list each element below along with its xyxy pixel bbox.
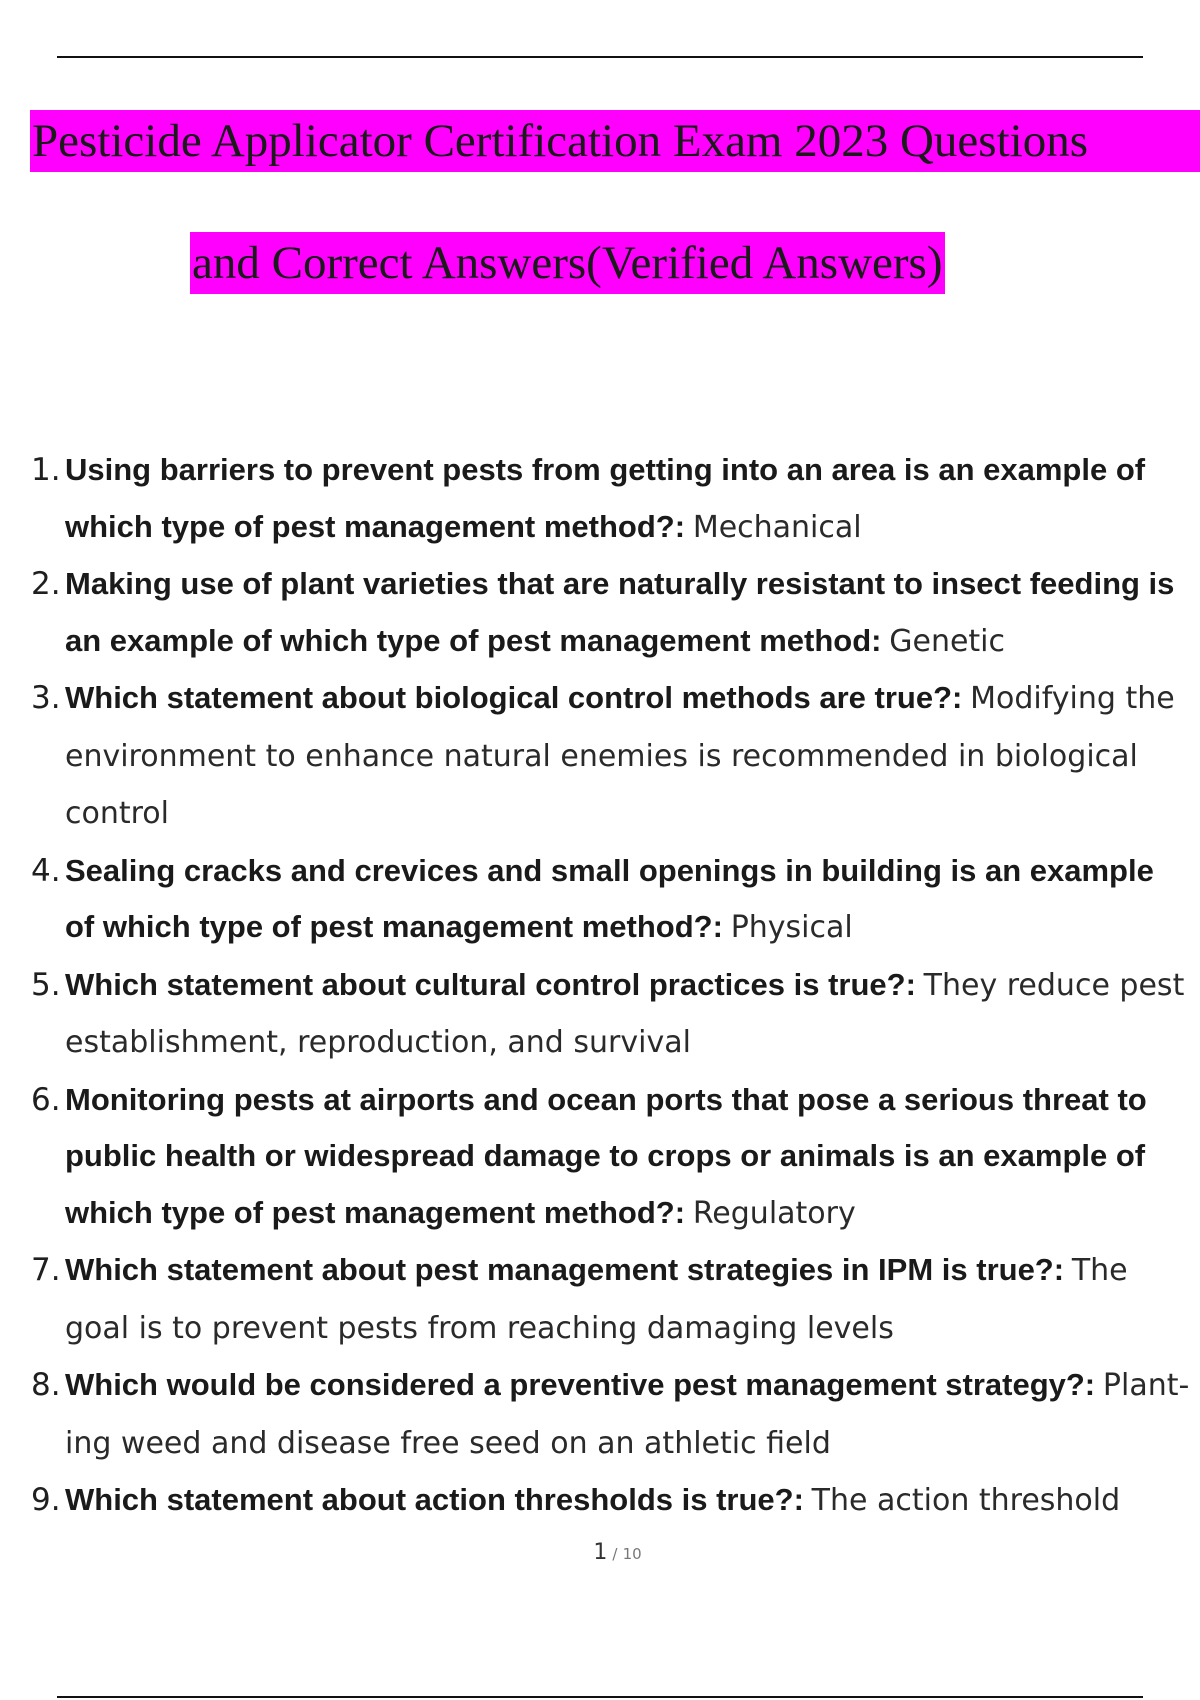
page-indicator [0, 1540, 1200, 1565]
question-number: 3. [31, 680, 61, 716]
question-text: Which statement about action thresholds is true?: [65, 1482, 804, 1517]
page-separator: / [612, 1545, 618, 1563]
question-text: Using barriers to prevent pests from getting into an area is an example of which type of pest management method?: [65, 452, 1146, 544]
question-text: Sealing cracks and crevices and small openings in building is an example of which type of pest management method?: [65, 852, 1154, 944]
question-list [31, 442, 1191, 1530]
question-number: 5. [31, 966, 61, 1003]
title-line-1 [30, 110, 1200, 172]
top-rule [57, 56, 1143, 58]
question-number: 1. [31, 452, 61, 488]
answer-text: The goal is to prevent pests from reaching damaging levels [65, 1253, 1128, 1346]
list-item [31, 1357, 1191, 1472]
question-text: Which statement about biological control methods are true?: [65, 680, 963, 715]
list-item [31, 442, 1191, 556]
question-number: 7. [31, 1252, 61, 1288]
list-item [31, 1072, 1191, 1243]
list-item [31, 556, 1191, 670]
list-item [31, 957, 1191, 1072]
answer-text: Physical [730, 910, 853, 945]
question-number: 8. [31, 1367, 61, 1403]
answer-text: Plant- ing weed and disease free seed on an athletic field [65, 1368, 1190, 1461]
answer-text: Modifying the environment to enhance natural enemies is recommended in biological control [65, 681, 1175, 831]
question-number: 4. [31, 852, 61, 889]
title-text-1: Pesticide Applicator Certification Exam 2023 Questions [32, 115, 1088, 167]
question-text: Which would be considered a preventive pest management strategy?: [65, 1367, 1096, 1402]
list-item [31, 670, 1191, 843]
answer-text: Mechanical [692, 509, 862, 545]
current-page: 1 [593, 1540, 608, 1565]
list-item [31, 1472, 1191, 1530]
question-number: 9. [31, 1482, 61, 1518]
title-text-2: and Correct Answers(Verified Answers) [192, 237, 943, 289]
total-pages: 10 [622, 1545, 642, 1563]
answer-text: The action threshold [811, 1483, 1121, 1518]
question-text: Monitoring pests at airports and ocean ports that pose a serious threat to public health or widespread damage to crops or animals is an example of which type of pest management method?: [65, 1081, 1147, 1230]
question-number: 6. [31, 1081, 61, 1118]
question-text: Which statement about cultural control practices is true?: [65, 966, 916, 1002]
question-text: Making use of plant varieties that are naturally resistant to insect feeding is an example of which type of pest management method: [65, 566, 1175, 658]
list-item [31, 843, 1191, 957]
list-item [31, 1242, 1191, 1357]
title-line-2 [190, 232, 945, 294]
question-number: 2. [31, 566, 61, 602]
answer-text: Regulatory [692, 1195, 856, 1231]
bottom-rule [57, 1696, 1143, 1698]
question-text: Which statement about pest management strategies in IPM is true?: [65, 1252, 1065, 1287]
answer-text: Genetic [889, 623, 1006, 659]
answer-text: They reduce pest establishment, reproduction, and survival [65, 967, 1185, 1060]
